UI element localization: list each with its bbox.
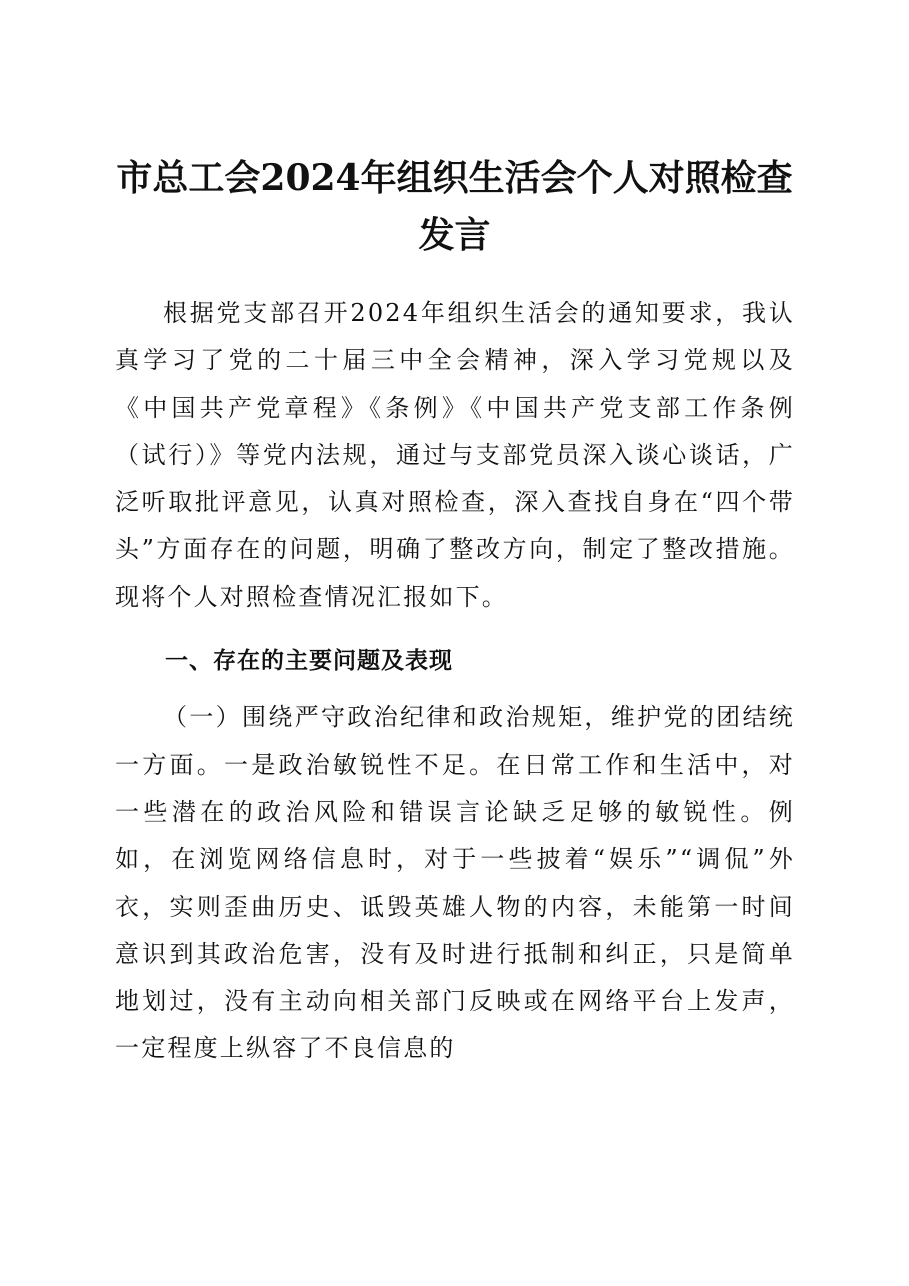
document-body bbox=[115, 290, 795, 1073]
section-heading: 一、存在的主要问题及表现 bbox=[165, 648, 453, 675]
section-paragraph: （一）围绕严守政治纪律和政治规矩，维护党的团结统一方面。一是政治敏锐性不足。在日常工作和生活中，对一些潜在的政治风险和错误言论缺乏足够的敏锐性。例如，在浏览网络信息时，对于一些披着“娱乐”“调侃”外衣，实则歪曲历史、诋毁英雄人物的内容，未能第一时间意识到其政治危害，没有及时进行抵制和纠正，只是简单地划过，没有主动向相关部门反映或在网络平台上发声，一定程度上纵容了不良信息的 bbox=[115, 703, 795, 1063]
intro-paragraph: 根据党支部召开2024年组织生活会的通知要求，我认真学习了党的二十届三中全会精神，深入学习党规以及《中国共产党章程》《条例》《中国共产党支部工作条例（试行）》等党内法规，通过与支部党员深入谈心谈话，广泛听取批评意见，认真对照检查，深入查找自身在“四个带头”方面存在的问题，明确了整改方向，制定了整改措施。现将个人对照检查情况汇报如下。 bbox=[115, 299, 795, 611]
document-title: 市总工会2024年组织生活会个人对照检查发言 bbox=[116, 157, 793, 256]
